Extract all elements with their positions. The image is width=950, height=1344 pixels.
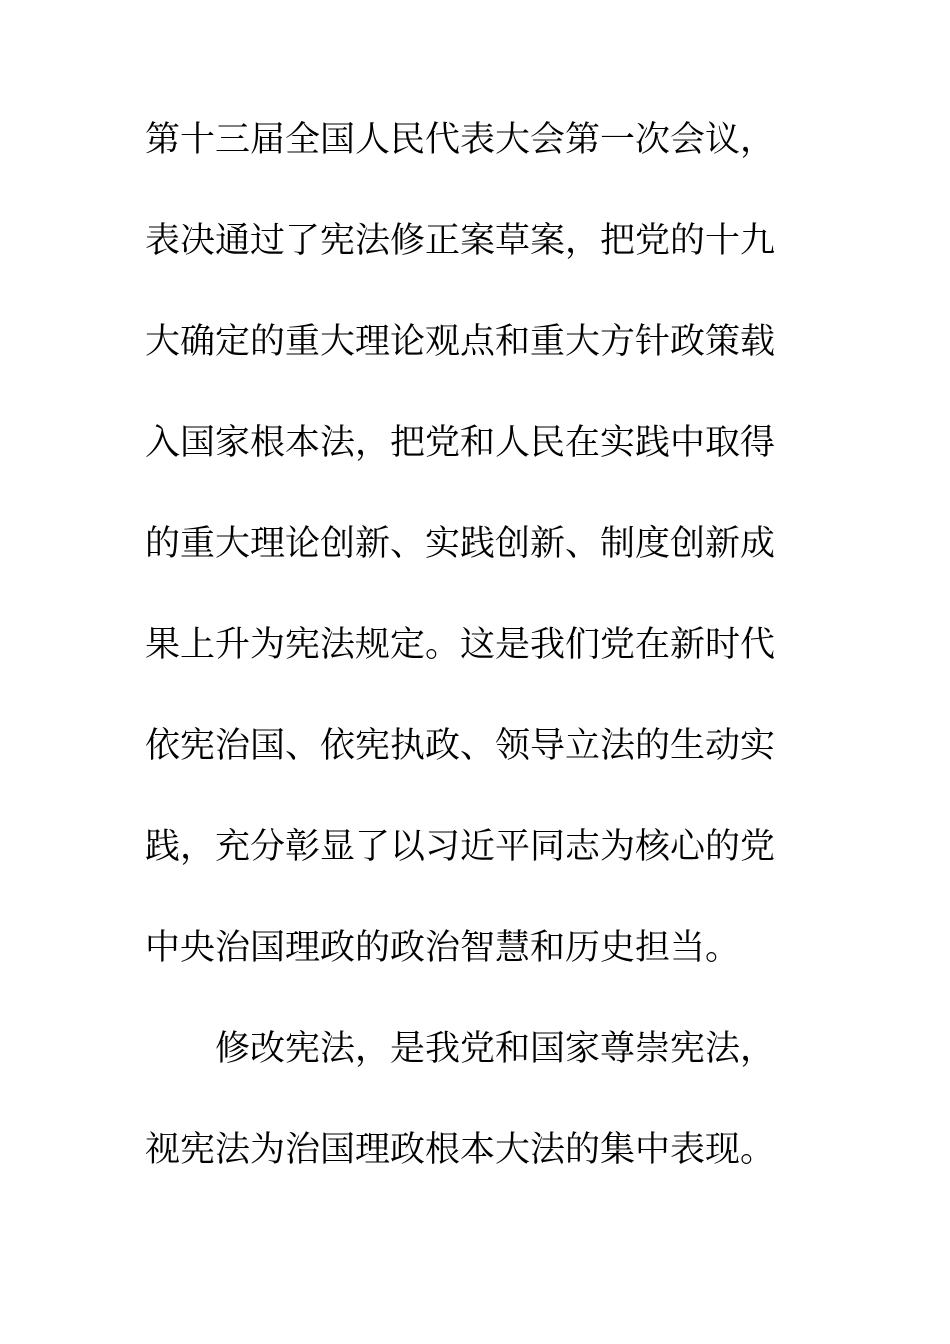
paragraph-first-line: 修改宪法，是我党和国家尊崇宪法，	[215, 1029, 776, 1069]
text-line: 的重大理论创新、实践创新、制度创新成	[145, 524, 776, 564]
text-line: 依宪治国、依宪执政、领导立法的生动实	[145, 726, 776, 766]
body-text	[145, 120, 805, 1234]
text-line: 中央治国理政的政治智慧和历史担当。	[145, 928, 741, 968]
text-line: 入国家根本法，把党和人民在实践中取得	[145, 423, 776, 463]
text-line: 果上升为宪法规定。这是我们党在新时代	[145, 625, 776, 665]
text-line: 践，充分彰显了以习近平同志为核心的党	[145, 827, 776, 867]
text-line: 表决通过了宪法修正案草案，把党的十九	[145, 221, 776, 261]
text-line: 第十三届全国人民代表大会第一次会议，	[145, 120, 776, 160]
text-line: 视宪法为治国理政根本大法的集中表现。	[145, 1130, 776, 1170]
text-line: 大确定的重大理论观点和重大方针政策载	[145, 322, 776, 362]
